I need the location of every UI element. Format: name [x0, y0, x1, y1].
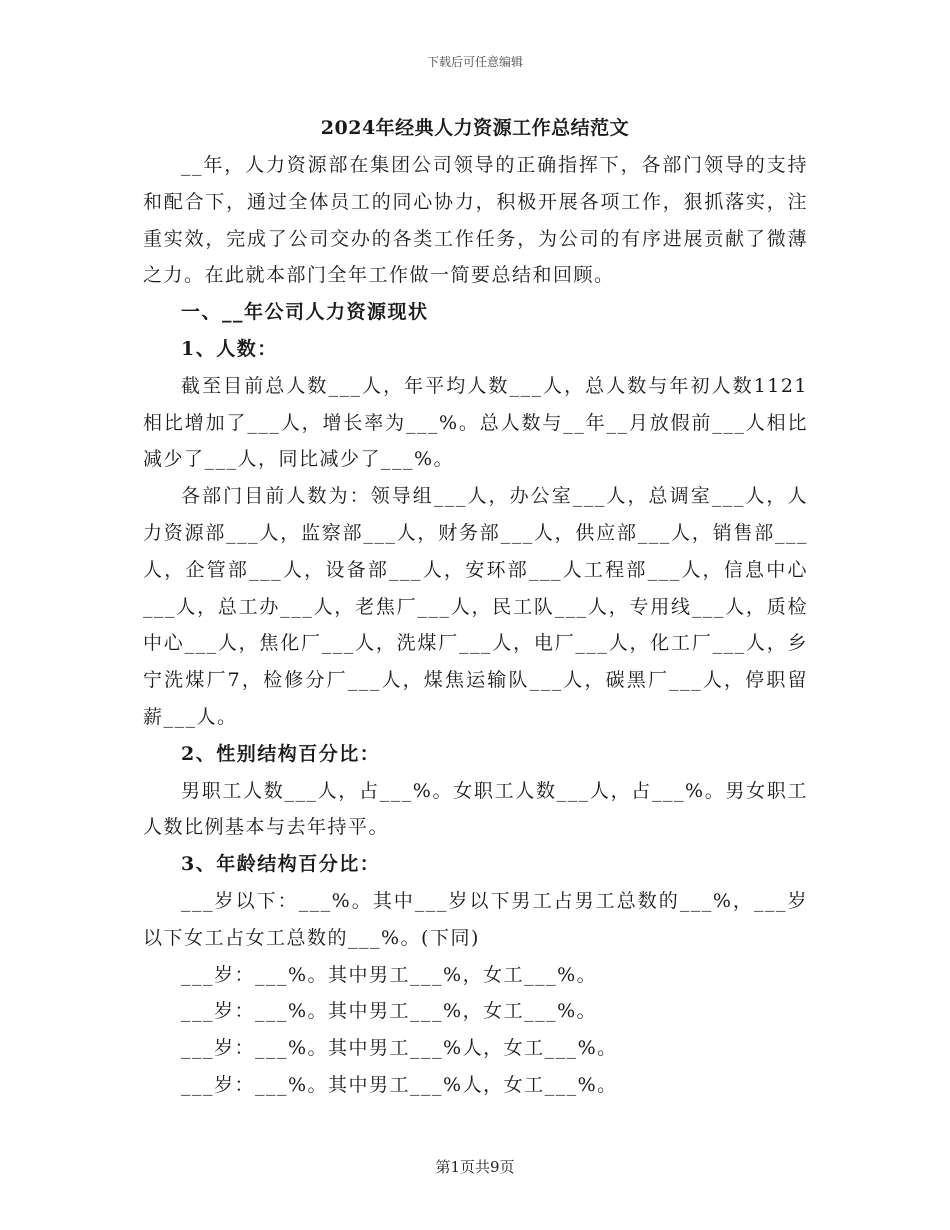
page-title: 2024年经典人力资源工作总结范文 — [320, 117, 630, 139]
subheading-headcount: 1、人数： — [181, 337, 278, 360]
section-heading-current-status: 一、__年公司人力资源现状 — [181, 301, 429, 324]
page-footer: 第1页共9页 — [435, 1158, 515, 1176]
document-body — [143, 147, 808, 1104]
department-headcount-paragraph: 各部门目前人数为：领导组___人，办公室___人，总调室___人，人力资源部___人，监察部___人，财务部___人，供应部___人，销售部___人，企管部___人，设备部___人，安环部___人工程部___人，信息中心___人，总工办___人，老焦厂___人，民工队___人，专用线___人，质检中心___人，焦化厂___人，洗煤厂___人，电厂___人，化工厂___人，乡宁洗煤厂7，检修分厂___人，煤焦运输队___人，碳黑厂___人，停职留薪___人。 — [143, 485, 808, 728]
subheading-age: 3、年龄结构百分比： — [181, 853, 381, 876]
subheading-gender: 2、性别结构百分比： — [181, 742, 381, 765]
age-paragraph: ___岁以下：___%。其中___岁以下男工占男工总数的___%，___岁以下女工占女工总数的___%。(下同) — [143, 889, 808, 949]
age-line: ___岁：___%。其中男工___%，女工___%。 — [181, 963, 598, 986]
header-note: 下载后可任意编辑 — [426, 55, 523, 69]
age-line: ___岁：___%。其中男工___%人，女工___%。 — [181, 1037, 618, 1060]
intro-paragraph: __年，人力资源部在集团公司领导的正确指挥下，各部门领导的支持和配合下，通过全体员工的同心协力，积极开展各项工作，狠抓落实，注重实效，完成了公司交办的各类工作任务，为公司的有序进展贡献了微薄之力。在此就本部门全年工作做一简要总结和回顾。 — [143, 154, 808, 287]
age-line: ___岁：___%。其中男工___%人，女工___%。 — [181, 1073, 618, 1096]
age-line: ___岁：___%。其中男工___%，女工___%。 — [181, 1000, 598, 1023]
headcount-paragraph: 截至目前总人数___人，年平均人数___人，总人数与年初人数1121相比增加了___人，增长率为___%。总人数与__年__月放假前___人相比减少了___人，同比减少了___%。 — [143, 374, 808, 471]
gender-paragraph: 男职工人数___人，占___%。女职工人数___人，占___%。男女职工人数比例基本与去年持平。 — [143, 779, 808, 839]
